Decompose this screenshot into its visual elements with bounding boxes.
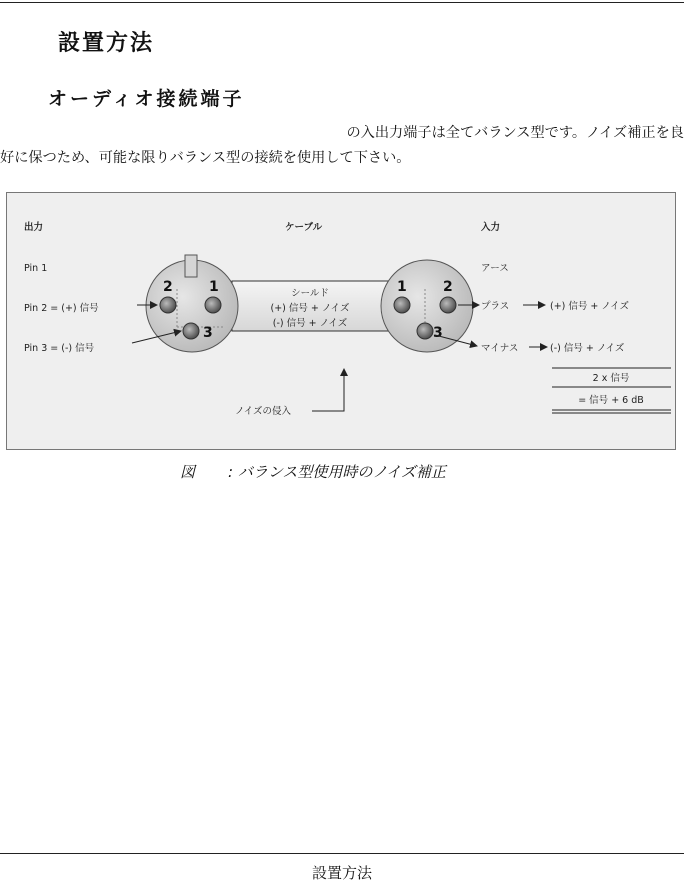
right-pin2 <box>440 297 456 313</box>
pin2-label: Pin 2 = (+) 信号 <box>24 303 99 314</box>
pin3-label: Pin 3 = (-) 信号 <box>24 343 95 354</box>
ground-label: アース <box>481 263 509 274</box>
left-connector-latch <box>185 255 197 277</box>
cable-minus-label: (-) 信号 + ノイズ <box>272 318 348 329</box>
right-pin-number: 3 <box>433 325 443 341</box>
plus-label: プラス <box>481 301 510 312</box>
minus-label: マイナス <box>481 343 519 354</box>
top-rule <box>0 2 684 3</box>
cable-plus-label: (+) 信号 + ノイズ <box>270 303 350 314</box>
paragraph-line-1: の入出力端子は全てバランス型です。ノイズ補正を良 <box>346 125 684 141</box>
diagram-canvas <box>7 193 677 451</box>
noise-intrusion-label: ノイズの侵入 <box>235 406 292 417</box>
balanced-connection-diagram <box>6 192 676 450</box>
left-pin-number: 1 <box>209 279 219 295</box>
figure-caption-text: : バランス型使用時のノイズ補正 <box>228 463 446 481</box>
sum-bottom-label: = 信号 + 6 dB <box>578 395 644 406</box>
left-pin-number: 3 <box>203 325 213 341</box>
right-pin1 <box>394 297 410 313</box>
sub-heading: オーディオ接続端子 <box>48 88 245 110</box>
right-pin-number: 2 <box>443 279 453 295</box>
left-pin3 <box>183 323 199 339</box>
left-pin-number: 2 <box>163 279 173 295</box>
footer-rule <box>0 853 684 854</box>
column-header-input: 入力 <box>481 222 501 233</box>
column-header-cable: ケーブル <box>285 222 323 233</box>
column-header-output: 出力 <box>24 222 44 233</box>
section-title: 設置方法 <box>58 31 155 56</box>
paragraph-line-2: 好に保つため、可能な限りバランス型の接続を使用して下さい。 <box>0 150 411 166</box>
figure-caption <box>180 461 446 482</box>
plus-result-label: (+) 信号 + ノイズ <box>550 301 629 312</box>
pin1-label: Pin 1 <box>24 263 48 274</box>
cable-shield-label: シールド <box>291 288 329 299</box>
minus-result-label: (-) 信号 + ノイズ <box>550 343 625 354</box>
noise-intrusion-arrow <box>312 369 344 411</box>
figure-label: 図 <box>180 463 196 481</box>
right-pin-number: 1 <box>397 279 407 295</box>
sum-top-label: 2 x 信号 <box>592 373 630 384</box>
page-footer: 設置方法 <box>311 864 372 882</box>
right-pin3 <box>417 323 433 339</box>
left-pin2 <box>160 297 176 313</box>
left-pin1 <box>205 297 221 313</box>
